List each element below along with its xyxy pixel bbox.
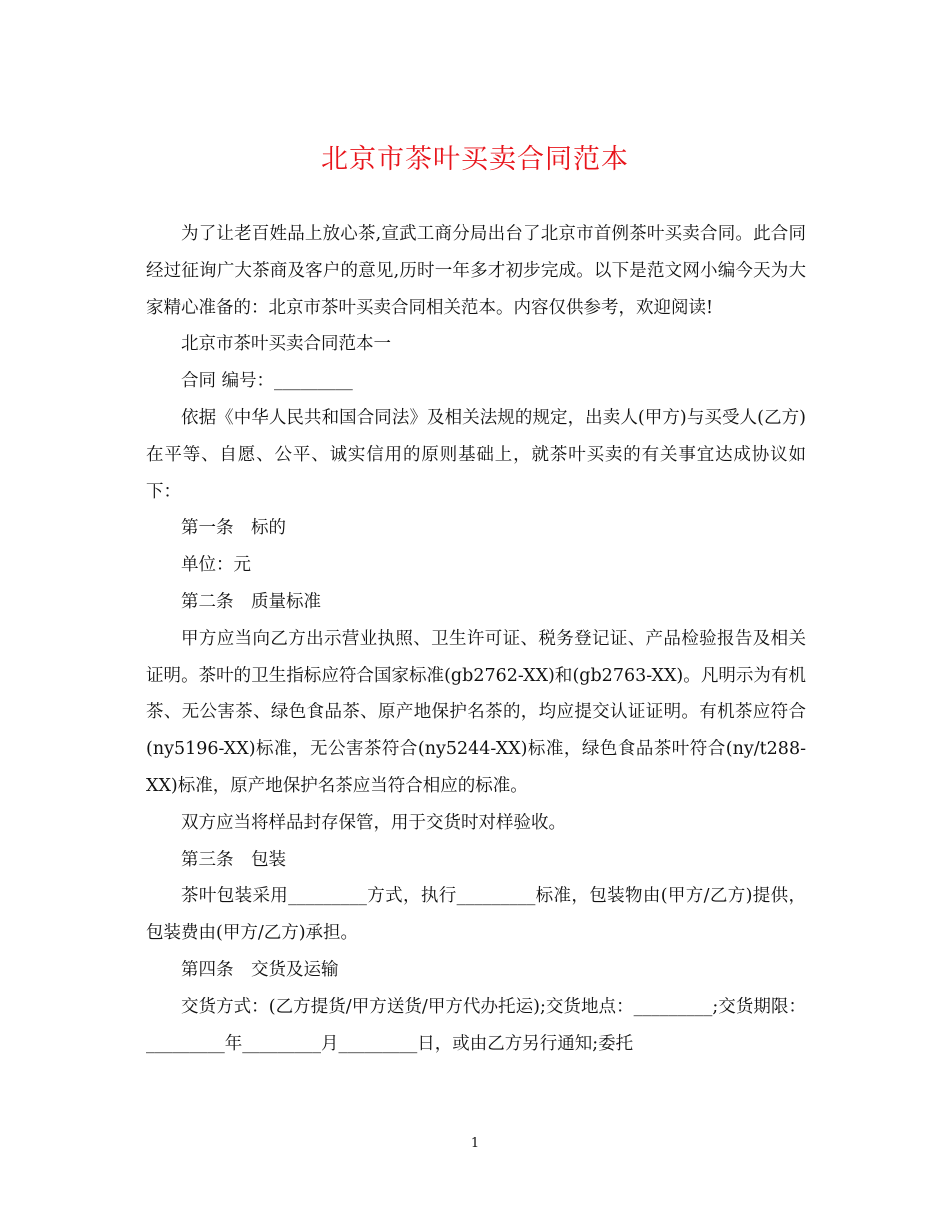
paragraph-article-2: 第二条 质量标准 [181, 591, 321, 612]
paragraph-article-3: 第三条 包装 [181, 849, 286, 870]
paragraph-article-1: 第一条 标的 [181, 518, 286, 539]
document-title: 北京市茶叶买卖合同范本 [321, 144, 629, 175]
paragraph-sample: 双方应当将样品封存保管，用于交货时对样验收。 [181, 812, 566, 833]
paragraph-packaging: 茶叶包装采用_________方式，执行_________标准，包装物由(甲方/乙方)提供，包装费由(甲方/乙方)承担。 [146, 886, 806, 944]
paragraph-contract-number: 合同 编号：_________ [181, 371, 353, 392]
paragraph-article-4: 第四条 交货及运输 [181, 959, 339, 980]
paragraph-intro: 为了让老百姓品上放心茶,宣武工商分局出台了北京市首例茶叶买卖合同。此合同经过征询广大茶商及客户的意见,历时一年多才初步完成。以下是范文网小编今天为大家精心准备的：北京市茶叶买卖合同相关范本。内容仅供参考，欢迎阅读! [146, 224, 806, 318]
document-body [146, 216, 806, 1062]
paragraph-unit: 单位：元 [181, 555, 251, 576]
paragraph-quality: 甲方应当向乙方出示营业执照、卫生许可证、税务登记证、产品检验报告及相关证明。茶叶的卫生指标应符合国家标准(gb2762-XX)和(gb2763-XX)。凡明示为有机茶、无公害茶、绿色食品茶、原产地保护名茶的，均应提交认证证明。有机茶应符合(ny5196-XX)标准，无公害茶符合(ny5244-XX)标准，绿色食品茶叶符合(ny/t288-XX)标准，原产地保护名茶应当符合相应的标准。 [146, 628, 806, 796]
paragraph-preamble: 依据《中华人民共和国合同法》及相关法规的规定，出卖人(甲方)与买受人(乙方)在平等、自愿、公平、诚实信用的原则基础上，就茶叶买卖的有关事宜达成协议如下： [146, 407, 806, 502]
paragraph-subtitle: 北京市茶叶买卖合同范本一 [181, 334, 391, 355]
page-number: 1 [470, 1136, 480, 1151]
paragraph-delivery: 交货方式：(乙方提货/甲方送货/甲方代办托运);交货地点：_________;交货期限：_________年_________月_________日，或由乙方另行通知;委托 [146, 996, 806, 1054]
